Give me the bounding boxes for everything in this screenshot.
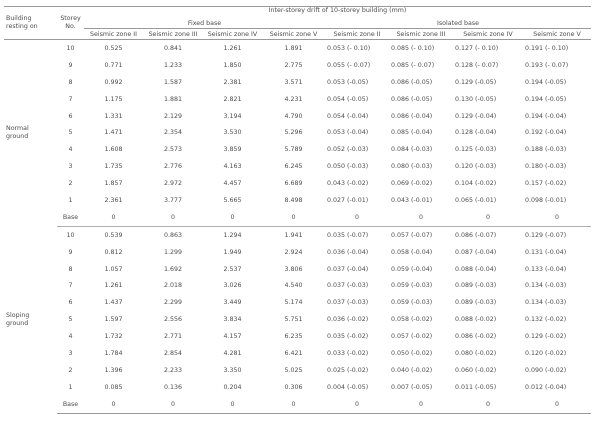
value-cell: 0.134 (-0.03) (525, 282, 567, 290)
value-cell: 1.261 (223, 44, 242, 52)
value-cell: 1.175 (104, 95, 123, 103)
table-row (4, 108, 591, 125)
table-row (4, 396, 591, 413)
zone-header: Seismic zone III (143, 29, 203, 40)
value-cell: 0.085 (104, 383, 123, 391)
value-cell: 2.573 (163, 146, 183, 154)
value-cell: 3.806 (284, 265, 303, 273)
value-cell: 0.055 (- 0.07) (327, 61, 371, 69)
value-cell: 0.037 (-0.04) (327, 265, 369, 273)
value-cell: 0.089 (-0.03) (455, 299, 497, 307)
value-cell: 0.992 (104, 78, 123, 86)
value-cell: 1.587 (163, 78, 183, 86)
value-cell: 3.026 (223, 282, 242, 290)
value-cell: 0.204 (223, 383, 242, 391)
value-cell: 0.098 (-0.01) (525, 196, 567, 204)
value-cell: 1.784 (104, 349, 123, 357)
storey-cell: 8 (68, 78, 73, 86)
value-cell: 4.163 (223, 163, 242, 171)
value-cell: 2.354 (163, 129, 183, 137)
value-cell: 0.054 (-0.04) (327, 112, 369, 120)
value-cell: 0 (453, 396, 523, 413)
value-cell: 0.306 (284, 383, 303, 391)
value-cell: 3.777 (163, 196, 183, 204)
value-cell: 0 (325, 209, 389, 226)
value-cell: 4.157 (223, 333, 242, 341)
table-row (4, 379, 591, 396)
value-cell: 1.850 (223, 61, 242, 69)
fixed-base-header: Fixed base (84, 19, 325, 29)
value-cell: 0.057 (-0.02) (391, 333, 433, 341)
value-cell: 1.299 (163, 248, 183, 256)
value-cell: 5.751 (284, 316, 303, 324)
value-cell: 0 (325, 396, 389, 413)
value-cell: 0.053 (-0.04) (327, 129, 369, 137)
value-cell: 0.188 (-0.03) (525, 146, 567, 154)
value-cell: 3.530 (223, 129, 242, 137)
value-cell: 0.050 (-0.03) (327, 163, 369, 171)
value-cell: 0.134 (-0.03) (525, 299, 567, 307)
value-cell: 0.104 (-0.02) (455, 180, 497, 188)
table-body (4, 40, 591, 414)
ground-label: Normal ground (6, 125, 29, 141)
value-cell: 0 (389, 396, 453, 413)
value-cell: 0 (203, 209, 262, 226)
value-cell: 0.059 (-0.03) (391, 299, 433, 307)
value-cell: 0.059 (-0.04) (391, 265, 433, 273)
value-cell: 0.191 (- 0.10) (525, 44, 569, 52)
value-cell: 0.120 (-0.02) (525, 349, 567, 357)
value-cell: 0.011 (-0.05) (455, 383, 497, 391)
value-cell: 0.129 (-0.07) (525, 231, 567, 239)
value-cell: 0.085 (- 0.07) (391, 61, 435, 69)
table-row (4, 158, 591, 175)
table-row (4, 40, 591, 57)
value-cell: 0.086 (-0.05) (391, 78, 433, 86)
value-cell: 2.972 (163, 180, 183, 188)
value-cell: 0.025 (-0.02) (327, 366, 369, 374)
storey-cell: 3 (68, 349, 73, 357)
value-cell: 0.086 (-0.07) (455, 231, 497, 239)
value-cell: 8.498 (284, 196, 303, 204)
value-cell: 1.471 (104, 129, 123, 137)
storey-cell: 4 (68, 333, 73, 341)
value-cell: 1.608 (104, 146, 123, 154)
value-cell: 0.089 (-0.03) (455, 282, 497, 290)
value-cell: 1.597 (104, 316, 123, 324)
table-row (4, 226, 591, 243)
value-cell: 5.665 (223, 196, 242, 204)
table-row (4, 175, 591, 192)
table-title: Inter-storey drift of 10-storey building (mm) (84, 7, 591, 20)
value-cell: 5.174 (284, 299, 303, 307)
value-cell: 1.949 (223, 248, 242, 256)
storey-cell: 1 (68, 383, 73, 391)
value-cell: 0.194 (-0.04) (525, 112, 567, 120)
ground-label: Sloping ground (6, 311, 30, 327)
value-cell: 0.194 (-0.05) (525, 78, 567, 86)
value-cell: 3.449 (223, 299, 242, 307)
value-cell: 3.859 (223, 146, 242, 154)
value-cell: 0.193 (- 0.07) (525, 61, 569, 69)
value-cell: 0 (453, 209, 523, 226)
table-row (4, 244, 591, 261)
value-cell: 2.299 (163, 299, 183, 307)
value-cell: 0.088 (-0.02) (455, 316, 497, 324)
table-row (4, 345, 591, 362)
value-cell: 1.294 (223, 231, 242, 239)
value-cell: 0.035 (-0.07) (327, 231, 369, 239)
value-cell: 1.857 (104, 180, 123, 188)
value-cell: 0.012 (-0.04) (525, 383, 567, 391)
value-cell: 2.537 (223, 265, 242, 273)
value-cell: 0 (84, 209, 143, 226)
value-cell: 0 (203, 396, 262, 413)
value-cell: 2.775 (284, 61, 303, 69)
value-cell: 0.525 (104, 44, 123, 52)
value-cell: 0.060 (-0.02) (455, 366, 497, 374)
storey-cell: 1 (68, 196, 73, 204)
value-cell: 0.194 (-0.05) (525, 95, 567, 103)
value-cell: 3.194 (223, 112, 242, 120)
storey-cell: 9 (68, 248, 73, 256)
value-cell: 0.086 (-0.02) (455, 333, 497, 341)
value-cell: 0.132 (-0.02) (525, 316, 567, 324)
value-cell: 0.085 (- 0.10) (391, 44, 435, 52)
value-cell: 0.125 (-0.03) (455, 146, 497, 154)
value-cell: 2.233 (163, 366, 183, 374)
zone-header: Seismic zone II (84, 29, 143, 40)
value-cell: 0.127 (- 0.10) (455, 44, 499, 52)
storey-cell: 7 (68, 282, 73, 290)
zone-header: Seismic zone IV (203, 29, 262, 40)
value-cell: 0.035 (-0.02) (327, 333, 369, 341)
value-cell: 0.004 (-0.05) (327, 383, 369, 391)
value-cell: 0.180 (-0.03) (525, 163, 567, 171)
value-cell: 0.058 (-0.02) (391, 316, 433, 324)
value-cell: 1.941 (284, 231, 303, 239)
value-cell: 0 (262, 396, 325, 413)
value-cell: 1.396 (104, 366, 123, 374)
value-cell: 0 (84, 396, 143, 413)
value-cell: 0.053 (- 0.10) (327, 44, 371, 52)
value-cell: 0.129 (-0.05) (455, 78, 497, 86)
value-cell: 0.084 (-0.03) (391, 146, 433, 154)
value-cell: 0.033 (-0.02) (327, 349, 369, 357)
value-cell: 0.812 (104, 248, 123, 256)
value-cell: 0.036 (-0.02) (327, 316, 369, 324)
value-cell: 0 (389, 209, 453, 226)
value-cell: 0.771 (104, 61, 123, 69)
value-cell: 0.058 (-0.04) (391, 248, 433, 256)
value-cell: 3.350 (223, 366, 242, 374)
value-cell: 0.007 (-0.05) (391, 383, 433, 391)
storey-cell: 4 (68, 146, 73, 154)
storey-cell: 10 (66, 231, 75, 239)
value-cell: 0.069 (-0.02) (391, 180, 433, 188)
value-cell: 6.235 (284, 333, 303, 341)
table-header (4, 7, 591, 40)
value-cell: 0.053 (-0.05) (327, 78, 369, 86)
value-cell: 2.018 (163, 282, 183, 290)
value-cell: 3.834 (223, 316, 242, 324)
value-cell: 0.043 (-0.02) (327, 180, 369, 188)
value-cell: 0.136 (163, 383, 183, 391)
building-header: Building resting on (4, 7, 57, 40)
value-cell: 0.088 (-0.04) (455, 265, 497, 273)
storey-cell: Base (57, 396, 84, 413)
storey-cell: 8 (68, 265, 73, 273)
value-cell: 2.129 (163, 112, 183, 120)
value-cell: 4.231 (284, 95, 303, 103)
zone-header: Seismic zone V (262, 29, 325, 40)
storey-cell: 6 (68, 112, 73, 120)
storey-cell: 3 (68, 163, 73, 171)
value-cell: 0.863 (163, 231, 183, 239)
value-cell: 0.539 (104, 231, 123, 239)
value-cell: 0.036 (-0.04) (327, 248, 369, 256)
value-cell: 5.296 (284, 129, 303, 137)
value-cell: 0.841 (163, 44, 183, 52)
value-cell: 0.120 (-0.03) (455, 163, 497, 171)
value-cell: 0.040 (-0.02) (391, 366, 433, 374)
value-cell: 2.821 (223, 95, 242, 103)
value-cell: 0.050 (-0.02) (391, 349, 433, 357)
value-cell: 0 (143, 209, 203, 226)
value-cell: 1.057 (104, 265, 123, 273)
value-cell: 2.361 (104, 196, 123, 204)
zone-header: Seismic zone III (389, 29, 453, 40)
value-cell: 0.128 (- 0.07) (455, 61, 499, 69)
value-cell: 2.771 (163, 333, 183, 341)
value-cell: 0.080 (-0.02) (455, 349, 497, 357)
value-cell: 0.129 (-0.02) (525, 333, 567, 341)
value-cell: 1.735 (104, 163, 123, 171)
value-cell: 1.331 (104, 112, 123, 120)
table-row (4, 261, 591, 278)
zone-header: Seismic zone V (523, 29, 591, 40)
value-cell: 2.854 (163, 349, 183, 357)
storey-cell: 6 (68, 299, 73, 307)
value-cell: 0.043 (-0.01) (391, 196, 433, 204)
value-cell: 1.261 (104, 282, 123, 290)
storey-cell: 2 (68, 366, 73, 374)
value-cell: 2.776 (163, 163, 183, 171)
table-row (4, 328, 591, 345)
value-cell: 0.085 (-0.04) (391, 129, 433, 137)
table-row (4, 91, 591, 108)
storey-cell: 5 (68, 129, 73, 137)
value-cell: 4.540 (284, 282, 303, 290)
zone-header: Seismic zone IV (453, 29, 523, 40)
value-cell: 2.381 (223, 78, 242, 86)
storey-cell: 2 (68, 180, 73, 188)
table-row (4, 209, 591, 226)
value-cell: 0.133 (-0.04) (525, 265, 567, 273)
table-row (4, 362, 591, 379)
value-cell: 0.131 (-0.04) (525, 248, 567, 256)
value-cell: 6.421 (284, 349, 303, 357)
table-row (4, 294, 591, 311)
value-cell: 0.065 (-0.01) (455, 196, 497, 204)
table-row (4, 124, 591, 141)
storey-cell: 5 (68, 316, 73, 324)
value-cell: 2.924 (284, 248, 303, 256)
value-cell: 6.245 (284, 163, 303, 171)
value-cell: 0.087 (-0.04) (455, 248, 497, 256)
value-cell: 0.057 (-0.07) (391, 231, 433, 239)
value-cell: 0.080 (-0.03) (391, 163, 433, 171)
value-cell: 1.692 (163, 265, 183, 273)
table-row (4, 141, 591, 158)
value-cell: 0 (523, 209, 591, 226)
storey-cell: Base (57, 209, 84, 226)
value-cell: 0.059 (-0.03) (391, 282, 433, 290)
value-cell: 0 (143, 396, 203, 413)
value-cell: 1.437 (104, 299, 123, 307)
value-cell: 0.090 (-0.02) (525, 366, 567, 374)
isolated-base-header: Isolated base (325, 19, 591, 29)
value-cell: 6.689 (284, 180, 303, 188)
value-cell: 0.037 (-0.03) (327, 282, 369, 290)
value-cell: 5.025 (284, 366, 303, 374)
storey-cell: 9 (68, 61, 73, 69)
value-cell: 0.086 (-0.04) (391, 112, 433, 120)
value-cell: 0.129 (-0.04) (455, 112, 497, 120)
value-cell: 0.130 (-0.05) (455, 95, 497, 103)
drift-table (4, 6, 591, 414)
zone-header: Seismic zone II (325, 29, 389, 40)
value-cell: 0.052 (-0.03) (327, 146, 369, 154)
value-cell: 1.881 (163, 95, 183, 103)
storey-header: Storey No. (57, 7, 84, 40)
value-cell: 1.732 (104, 333, 123, 341)
value-cell: 0.086 (-0.05) (391, 95, 433, 103)
table-row (4, 192, 591, 209)
value-cell: 4.457 (223, 180, 242, 188)
zone-header-row (4, 29, 591, 40)
value-cell: 0.027 (-0.01) (327, 196, 369, 204)
table-row (4, 57, 591, 74)
value-cell: 0.054 (-0.05) (327, 95, 369, 103)
value-cell: 4.281 (223, 349, 242, 357)
value-cell: 2.556 (163, 316, 183, 324)
table-row (4, 311, 591, 328)
value-cell: 0.192 (-0.04) (525, 129, 567, 137)
table-row (4, 277, 591, 294)
value-cell: 0.157 (-0.02) (525, 180, 567, 188)
value-cell: 1.233 (163, 61, 183, 69)
value-cell: 4.790 (284, 112, 303, 120)
value-cell: 3.571 (284, 78, 303, 86)
value-cell: 5.789 (284, 146, 303, 154)
storey-cell: 10 (66, 44, 75, 52)
value-cell: 0 (262, 209, 325, 226)
value-cell: 0.037 (-0.03) (327, 299, 369, 307)
table-row (4, 74, 591, 91)
value-cell: 0 (523, 396, 591, 413)
value-cell: 1.891 (284, 44, 303, 52)
value-cell: 0.128 (-0.04) (455, 129, 497, 137)
storey-cell: 7 (68, 95, 73, 103)
